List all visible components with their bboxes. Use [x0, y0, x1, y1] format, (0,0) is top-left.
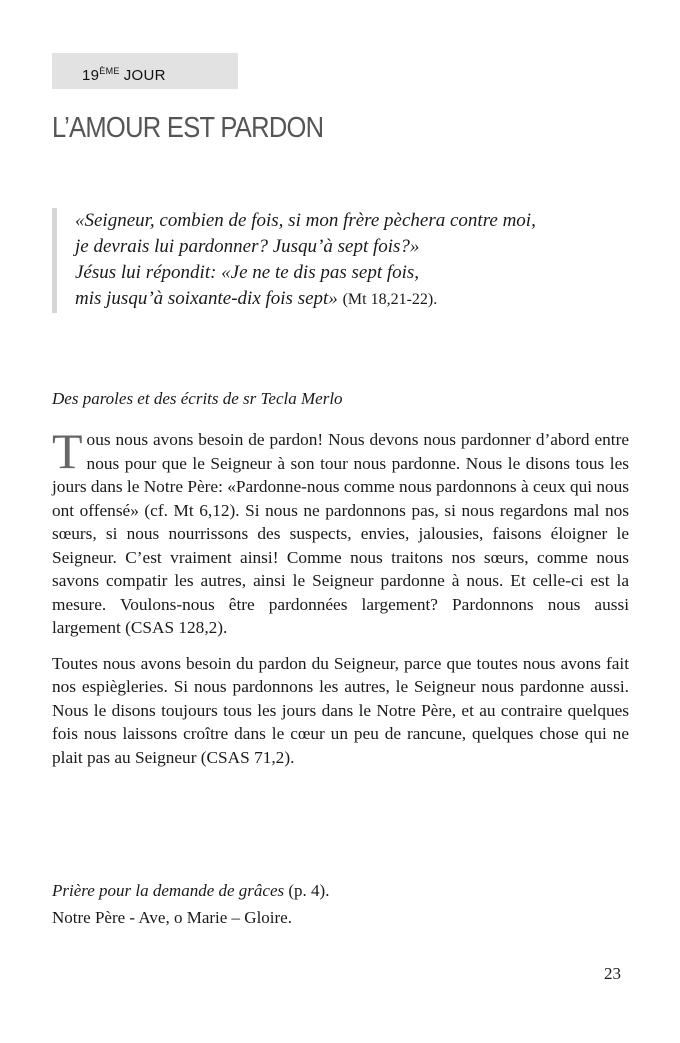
quote-line-1: «Seigneur, combien de fois, si mon frère pèchera contre moi,	[75, 210, 536, 231]
prayer-section	[52, 877, 329, 931]
quote-line-3: Jésus lui répondit: «Je ne te dis pas sept fois,	[75, 262, 420, 283]
day-word: JOUR	[123, 67, 166, 84]
paragraph-1-text: ous nous avons besoin de pardon! Nous devons nous pardonner d’abord entre nous pour que le Seigneur à son tour nous pardonne. Nous le disons tous les jours dans le Notre Père: «Pardonne-nous comme nous pardonnons à ceux qui nous ont offensé» (cf. Mt 6,12). Si nous ne pardonnons pas, si nous regardons mal nos sœurs, si nous nourrissons des suspects, envies, jalousies, faisons éloigner le Seigneur. C’est vraiment ainsi! Comme nous traitons nos sœurs, comme nous savons compatir les autres, ainsi le Seigneur pardonne à nous. Et celle-ci est la mesure. Voulons-nous être pardonnées largement? Pardonnons nous aussi largement (CSAS 128,2).	[52, 430, 629, 637]
page-title: L’AMOUR EST PARDON	[52, 112, 324, 144]
day-number: 19	[82, 67, 100, 84]
drop-cap: T	[52, 423, 83, 479]
day-suffix: ÈME	[99, 66, 120, 76]
quote-line-4	[75, 286, 632, 313]
body-text	[52, 423, 629, 781]
paragraph-1	[52, 423, 629, 640]
quote-line-4-text: mis jusqu’à soixante-dix fois sept»	[75, 288, 338, 309]
page-number: 23	[604, 964, 621, 983]
prayer-line-2: Notre Père - Ave, o Marie – Gloire.	[52, 908, 292, 927]
quote-line-2: je devrais lui pardonner? Jusqu’à sept fois?»	[75, 236, 420, 257]
prayer-line-1	[52, 877, 329, 904]
paragraph-2: Toutes nous avons besoin du pardon du Seigneur, parce que toutes nous avons fait nos espiègleries. Si nous pardonnons les autres, le Seigneur nous pardonne aussi. Nous le disons toujours tous les jours dans le Notre Père, et au contraire quelques fois nous laissons croître dans le cœur un peu de rancune, quelques chose qui ne plait pas au Seigneur (CSAS 71,2).	[52, 653, 629, 767]
scripture-quote	[52, 208, 632, 313]
prayer-heading: Prière pour la demande de grâces	[52, 881, 285, 900]
day-label	[52, 53, 238, 89]
source-heading: Des paroles et des écrits de sr Tecla Merlo	[52, 389, 343, 408]
prayer-page-ref: (p. 4).	[284, 881, 330, 900]
quote-reference: (Mt 18,21-22).	[342, 291, 438, 308]
